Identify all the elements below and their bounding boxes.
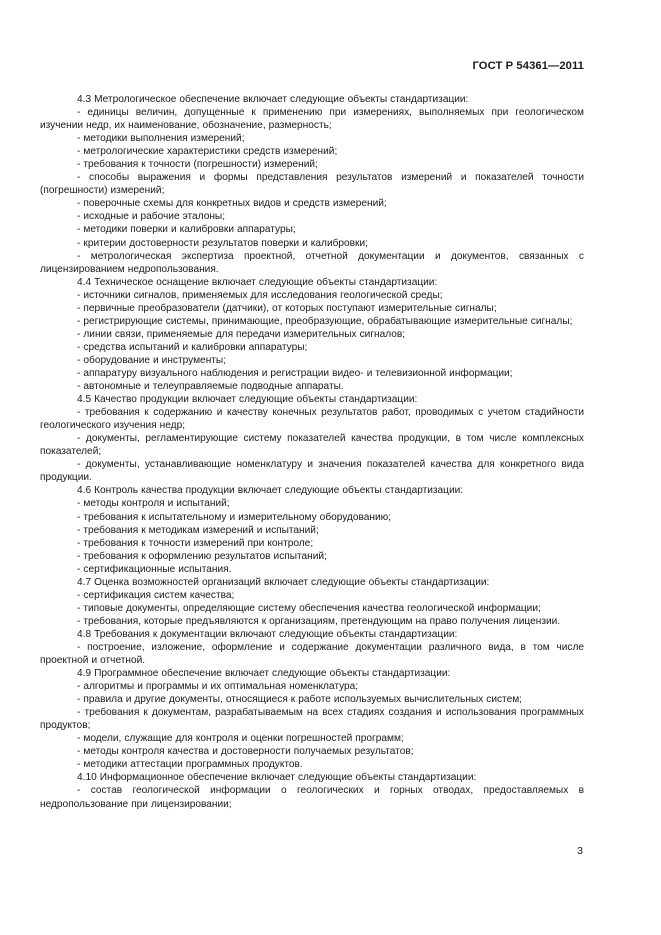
- paragraph: - построение, изложение, оформление и содержание документации различного вида, в том числе проектной и отчетной.: [40, 641, 584, 667]
- paragraph: - оборудование и инструменты;: [77, 354, 227, 366]
- paragraph: 4.10 Информационное обеспечение включает следующие объекты стандартизации:: [77, 772, 477, 784]
- paragraph: 4.3 Метрологическое обеспечение включает следующие объекты стандартизации:: [77, 94, 469, 105]
- paragraph: - исходные и рабочие эталоны;: [77, 211, 226, 223]
- page-number: 3: [577, 845, 583, 857]
- paragraph: 4.5 Качество продукции включает следующие объекты стандартизации:: [77, 394, 418, 406]
- paragraph: - требования к точности (погрешности) измерений;: [77, 159, 318, 171]
- paragraph: - правила и другие документы, относящиеся к работе используемых вычислительных систем;: [77, 694, 522, 706]
- paragraph: - требования, которые предъявляются к организациям, претендующим на право получения лицензии.: [77, 615, 561, 627]
- paragraph: - требования к испытательному и измерительному оборудованию;: [77, 511, 392, 523]
- paragraph: - алгоритмы и программы и их оптимальная номенклатура;: [77, 681, 359, 693]
- paragraph: - критерии достоверности результатов поверки и калибровки;: [77, 237, 368, 249]
- paragraph: - требования к оформлению результатов испытаний;: [77, 550, 327, 562]
- paragraph: - регистрирующие системы, принимающие, преобразующие, обрабатывающие измерительные сигналы;: [77, 315, 573, 327]
- paragraph: 4.6 Контроль качества продукции включает следующие объекты стандартизации:: [77, 485, 464, 497]
- paragraph: 4.4 Техническое оснащение включает следующие объекты стандартизации:: [77, 276, 438, 288]
- paragraph: - метрологические характеристики средств измерений;: [77, 146, 338, 158]
- paragraph: - единицы величин, допущенные к применению при измерениях, выполняемых при геологическом изучении недр, их наименование, обозначение, размерность;: [40, 107, 584, 132]
- paragraph: 4.7 Оценка возможностей организаций включает следующие объекты стандартизации:: [77, 576, 490, 588]
- paragraph: - состав геологической информации о геологических и горных отводах, предоставляемых в недропользование при лицензировании;: [40, 785, 584, 810]
- paragraph: - способы выражения и формы представления результатов измерений и показателей точности (погрешности) измерений;: [40, 172, 584, 197]
- paragraph: - типовые документы, определяющие систему обеспечения качества геологической информации;: [77, 602, 541, 614]
- paragraph: - модели, служащие для контроля и оценки погрешностей программ;: [77, 733, 404, 745]
- document-body: [40, 93, 584, 811]
- paragraph: - сертификация систем качества;: [77, 589, 235, 601]
- paragraph: - требования к документам, разрабатываемым на всех стадиях создания и использования программных продуктов;: [40, 707, 584, 732]
- paragraph: - методики выполнения измерений;: [77, 133, 245, 145]
- paragraph: - средства испытаний и калибровки аппаратуры;: [77, 341, 308, 353]
- paragraph: - поверочные схемы для конкретных видов и средств измерений;: [77, 198, 387, 210]
- paragraph: - аппаратуру визуального наблюдения и регистрации видео- и телевизионной информации;: [77, 367, 513, 379]
- paragraph: - документы, устанавливающие номенклатуру и значения показателей качества для конкретного вида продукции.: [40, 459, 584, 484]
- document-header: ГОСТ Р 54361—2011: [472, 60, 584, 72]
- paragraph: - требования к содержанию и качеству конечных результатов работ, проводимых с учетом стадийности геологического изучения недр;: [40, 407, 584, 432]
- paragraph: - линии связи, применяемые для передачи измерительных сигналов;: [77, 328, 406, 340]
- paragraph: - требования к точности измерений при контроле;: [77, 537, 314, 549]
- paragraph: - требования к методикам измерений и испытаний;: [77, 524, 319, 536]
- paragraph: - автономные и телеуправляемые подводные аппараты.: [77, 381, 344, 393]
- paragraph: - методы контроля и испытаний;: [77, 498, 230, 510]
- paragraph: - документы, регламентирующие систему показателей качества продукции, в том числе комплексных показателей;: [40, 433, 584, 458]
- paragraph: - методики поверки и калибровки аппаратуры;: [77, 224, 296, 236]
- paragraph: - метрологическая экспертиза проектной, отчетной документации и документов, связанных с лицензированием недропользования.: [40, 250, 584, 275]
- paragraph: - первичные преобразователи (датчики), от которых поступают измерительные сигналы;: [77, 302, 497, 314]
- paragraph: 4.9 Программное обеспечение включает следующие объекты стандартизации:: [77, 668, 451, 680]
- paragraph: 4.8 Требования к документации включают следующие объекты стандартизации:: [77, 628, 458, 640]
- paragraph: - источники сигналов, применяемых для исследования геологической среды;: [77, 289, 443, 301]
- paragraph: - сертификационные испытания.: [77, 563, 232, 575]
- paragraph: - методики аттестации программных продуктов.: [77, 759, 303, 771]
- paragraph: - методы контроля качества и достоверности получаемых результатов;: [77, 746, 414, 758]
